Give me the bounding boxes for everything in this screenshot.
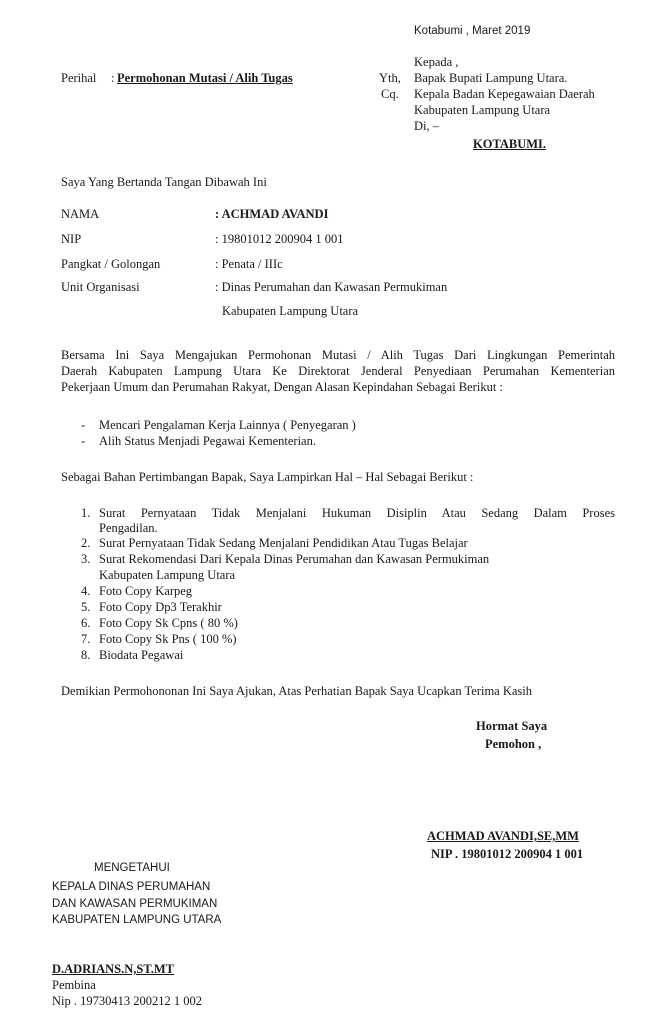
perihal-label: Perihal [61, 71, 97, 85]
signature-name: ACHMAD AVANDI,SE,MM [427, 829, 579, 843]
recipient-yth-value: Bapak Bupati Lampung Utara. [414, 71, 568, 85]
attachment-number: 5. [81, 600, 91, 614]
unit-label: Unit Organisasi [61, 280, 140, 294]
attachment-item-8: Biodata Pegawai [99, 648, 184, 662]
body-paragraph-line-1: Bersama Ini Saya Mengajukan Permohonan Mutasi / Alih Tugas Dari Lingkungan Pemerintah [61, 348, 615, 362]
recipient-di: Di, – [414, 119, 439, 133]
recipient-city: KOTABUMI. [473, 137, 547, 151]
approval-nip: Nip . 19730413 200212 1 002 [52, 994, 202, 1008]
opening-line: Saya Yang Bertanda Tangan Dibawah Ini [61, 175, 267, 189]
attachment-item-6: Foto Copy Sk Cpns ( 80 %) [99, 616, 238, 630]
recipient-cq-label: Cq. [381, 87, 399, 101]
attachment-number: 4. [81, 584, 91, 598]
attachment-item-4: Foto Copy Karpeg [99, 584, 193, 598]
attachment-number: 6. [81, 616, 91, 630]
nama-label: NAMA [61, 207, 100, 221]
attachment-item-3-line-2: Kabupaten Lampung Utara [99, 568, 236, 582]
signature-nip: NIP . 19801012 200904 1 001 [431, 847, 584, 861]
pangkat-label: Pangkat / Golongan [61, 257, 161, 271]
nip-label: NIP [61, 232, 82, 246]
reason-bullet: - [81, 418, 86, 432]
recipient-cq-line-2: Kabupaten Lampung Utara [414, 103, 551, 117]
attachment-item-1-line-1: Surat Pernyataan Tidak Menjalani Hukuman Disiplin Atau Sedang Dalam Proses [99, 506, 615, 520]
attachment-number: 1. [81, 506, 91, 520]
perihal-colon: : [111, 71, 115, 85]
attachment-number: 2. [81, 536, 91, 550]
attachment-item-1-line-2: Pengadilan. [99, 521, 158, 535]
attachments-intro: Sebagai Bahan Pertimbangan Bapak, Saya Lampirkan Hal – Hal Sebagai Berikut : [61, 470, 474, 484]
recipient-yth-label: Yth, [379, 71, 401, 85]
body-paragraph-line-2: Daerah Kabupaten Lampung Utara Ke Direktorat Jenderal Penyediaan Perumahan Kementerian [61, 364, 615, 378]
closing-line: Demikian Permohononan Ini Saya Ajukan, Atas Perhatian Bapak Saya Ucapkan Terima Kasih [61, 684, 533, 698]
place-date: Kotabumi , Maret 2019 [414, 25, 531, 37]
attachment-number: 8. [81, 648, 91, 662]
signature-hormat: Hormat Saya [476, 719, 548, 733]
unit-value-line-1: : Dinas Perumahan dan Kawasan Permukiman [215, 280, 448, 294]
nip-value: : 19801012 200904 1 001 [215, 232, 344, 246]
signature-pemohon: Pemohon , [485, 737, 542, 751]
reason-bullet: - [81, 434, 86, 448]
attachment-item-7: Foto Copy Sk Pns ( 100 %) [99, 632, 237, 646]
attachment-item-5: Foto Copy Dp3 Terakhir [99, 600, 222, 614]
recipient-cq-line-1: Kepala Badan Kepegawaian Daerah [414, 87, 595, 101]
approval-line-2: DAN KAWASAN PERMUKIMAN [52, 898, 218, 910]
approval-line-3: KABUPATEN LAMPUNG UTARA [52, 914, 222, 926]
attachment-item-2: Surat Pernyataan Tidak Sedang Menjalani Pendidikan Atau Tugas Belajar [99, 536, 468, 550]
reason-item: Alih Status Menjadi Pegawai Kementerian. [99, 434, 316, 448]
attachment-item-3-line-1: Surat Rekomendasi Dari Kepala Dinas Perumahan dan Kawasan Permukiman [99, 552, 490, 566]
unit-value-line-2: Kabupaten Lampung Utara [222, 304, 359, 318]
approval-mengetahui: MENGETAHUI [94, 862, 170, 874]
approval-rank: Pembina [52, 978, 96, 992]
nama-value: : ACHMAD AVANDI [215, 207, 329, 221]
reason-item: Mencari Pengalaman Kerja Lainnya ( Penyegaran ) [99, 418, 356, 432]
pangkat-value: : Penata / IIIc [215, 257, 283, 271]
attachment-number: 3. [81, 552, 91, 566]
approval-line-1: KEPALA DINAS PERUMAHAN [52, 881, 211, 893]
attachment-number: 7. [81, 632, 91, 646]
body-paragraph-line-3: Pekerjaan Umum dan Perumahan Rakyat, Dengan Alasan Kepindahan Sebagai Berikut : [61, 380, 503, 394]
approval-name: D.ADRIANS.N,ST.MT [52, 962, 175, 976]
perihal-value: Permohonan Mutasi / Alih Tugas [117, 71, 293, 85]
recipient-kepada: Kepada , [414, 55, 459, 69]
